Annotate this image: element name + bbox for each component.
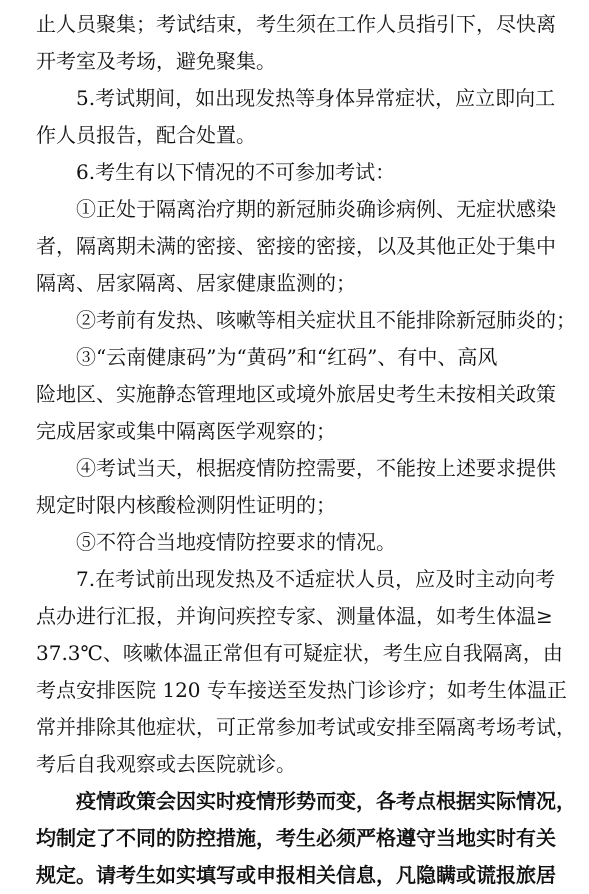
text-line: 者，隔离期未满的密接、密接的密接，以及其他正处于集中 bbox=[36, 234, 556, 258]
text-line: 规定。请考生如实填写或申报相关信息，凡隐瞒或谎报旅居 bbox=[36, 863, 556, 887]
text-line: 考后自我观察或去医院就诊。 bbox=[36, 752, 296, 776]
text-line: 5.考试期间，如出现发热等身体异常症状，应立即向工 bbox=[76, 86, 556, 110]
text-line: ④考试当天，根据疫情防控需要，不能按上述要求提供 bbox=[76, 456, 556, 480]
text-line: ②考前有发热、咳嗽等相关症状且不能排除新冠肺炎的； bbox=[76, 308, 576, 332]
text-line: 37.3℃、咳嗽体温正常但有可疑症状，考生应自我隔离，由 bbox=[36, 641, 563, 665]
text-line: 险地区、实施静态管理地区或境外旅居史考生未按相关政策 bbox=[36, 382, 556, 406]
text-line: 均制定了不同的防控措施，考生必须严格遵守当地实时有关 bbox=[36, 826, 556, 850]
text-line: 疫情政策会因实时疫情形势而变，各考点根据实际情况， bbox=[76, 789, 576, 813]
text-line: 隔离、居家隔离、居家健康监测的； bbox=[36, 271, 356, 295]
text-line: 7.在考试前出现发热及不适症状人员，应及时主动向考 bbox=[76, 567, 556, 591]
text-line: 止人员聚集；考试结束，考生须在工作人员指引下，尽快离 bbox=[36, 12, 556, 36]
text-line: 常并排除其他症状，可正常参加考试或安排至隔离考场考试， bbox=[36, 715, 576, 739]
text-line: 作人员报告，配合处置。 bbox=[36, 123, 256, 147]
text-line: 考点安排医院 120 专车接送至发热门诊诊疗；如考生体温正 bbox=[36, 678, 567, 702]
text-line: 完成居家或集中隔离医学观察的； bbox=[36, 419, 336, 443]
text-line: ⑤不符合当地疫情防控要求的情况。 bbox=[76, 530, 396, 554]
text-line: 规定时限内核酸检测阴性证明的； bbox=[36, 493, 336, 517]
text-line: ③“云南健康码”为“黄码”和“红码”、有中、高风 bbox=[76, 345, 498, 369]
text-line: 开考室及考场，避免聚集。 bbox=[36, 49, 276, 73]
text-line: 点办进行汇报，并询问疾控专家、测量体温，如考生体温≥ bbox=[36, 604, 553, 628]
text-line: 6.考生有以下情况的不可参加考试： bbox=[76, 160, 396, 184]
text-line: ①正处于隔离治疗期的新冠肺炎确诊病例、无症状感染 bbox=[76, 197, 556, 221]
